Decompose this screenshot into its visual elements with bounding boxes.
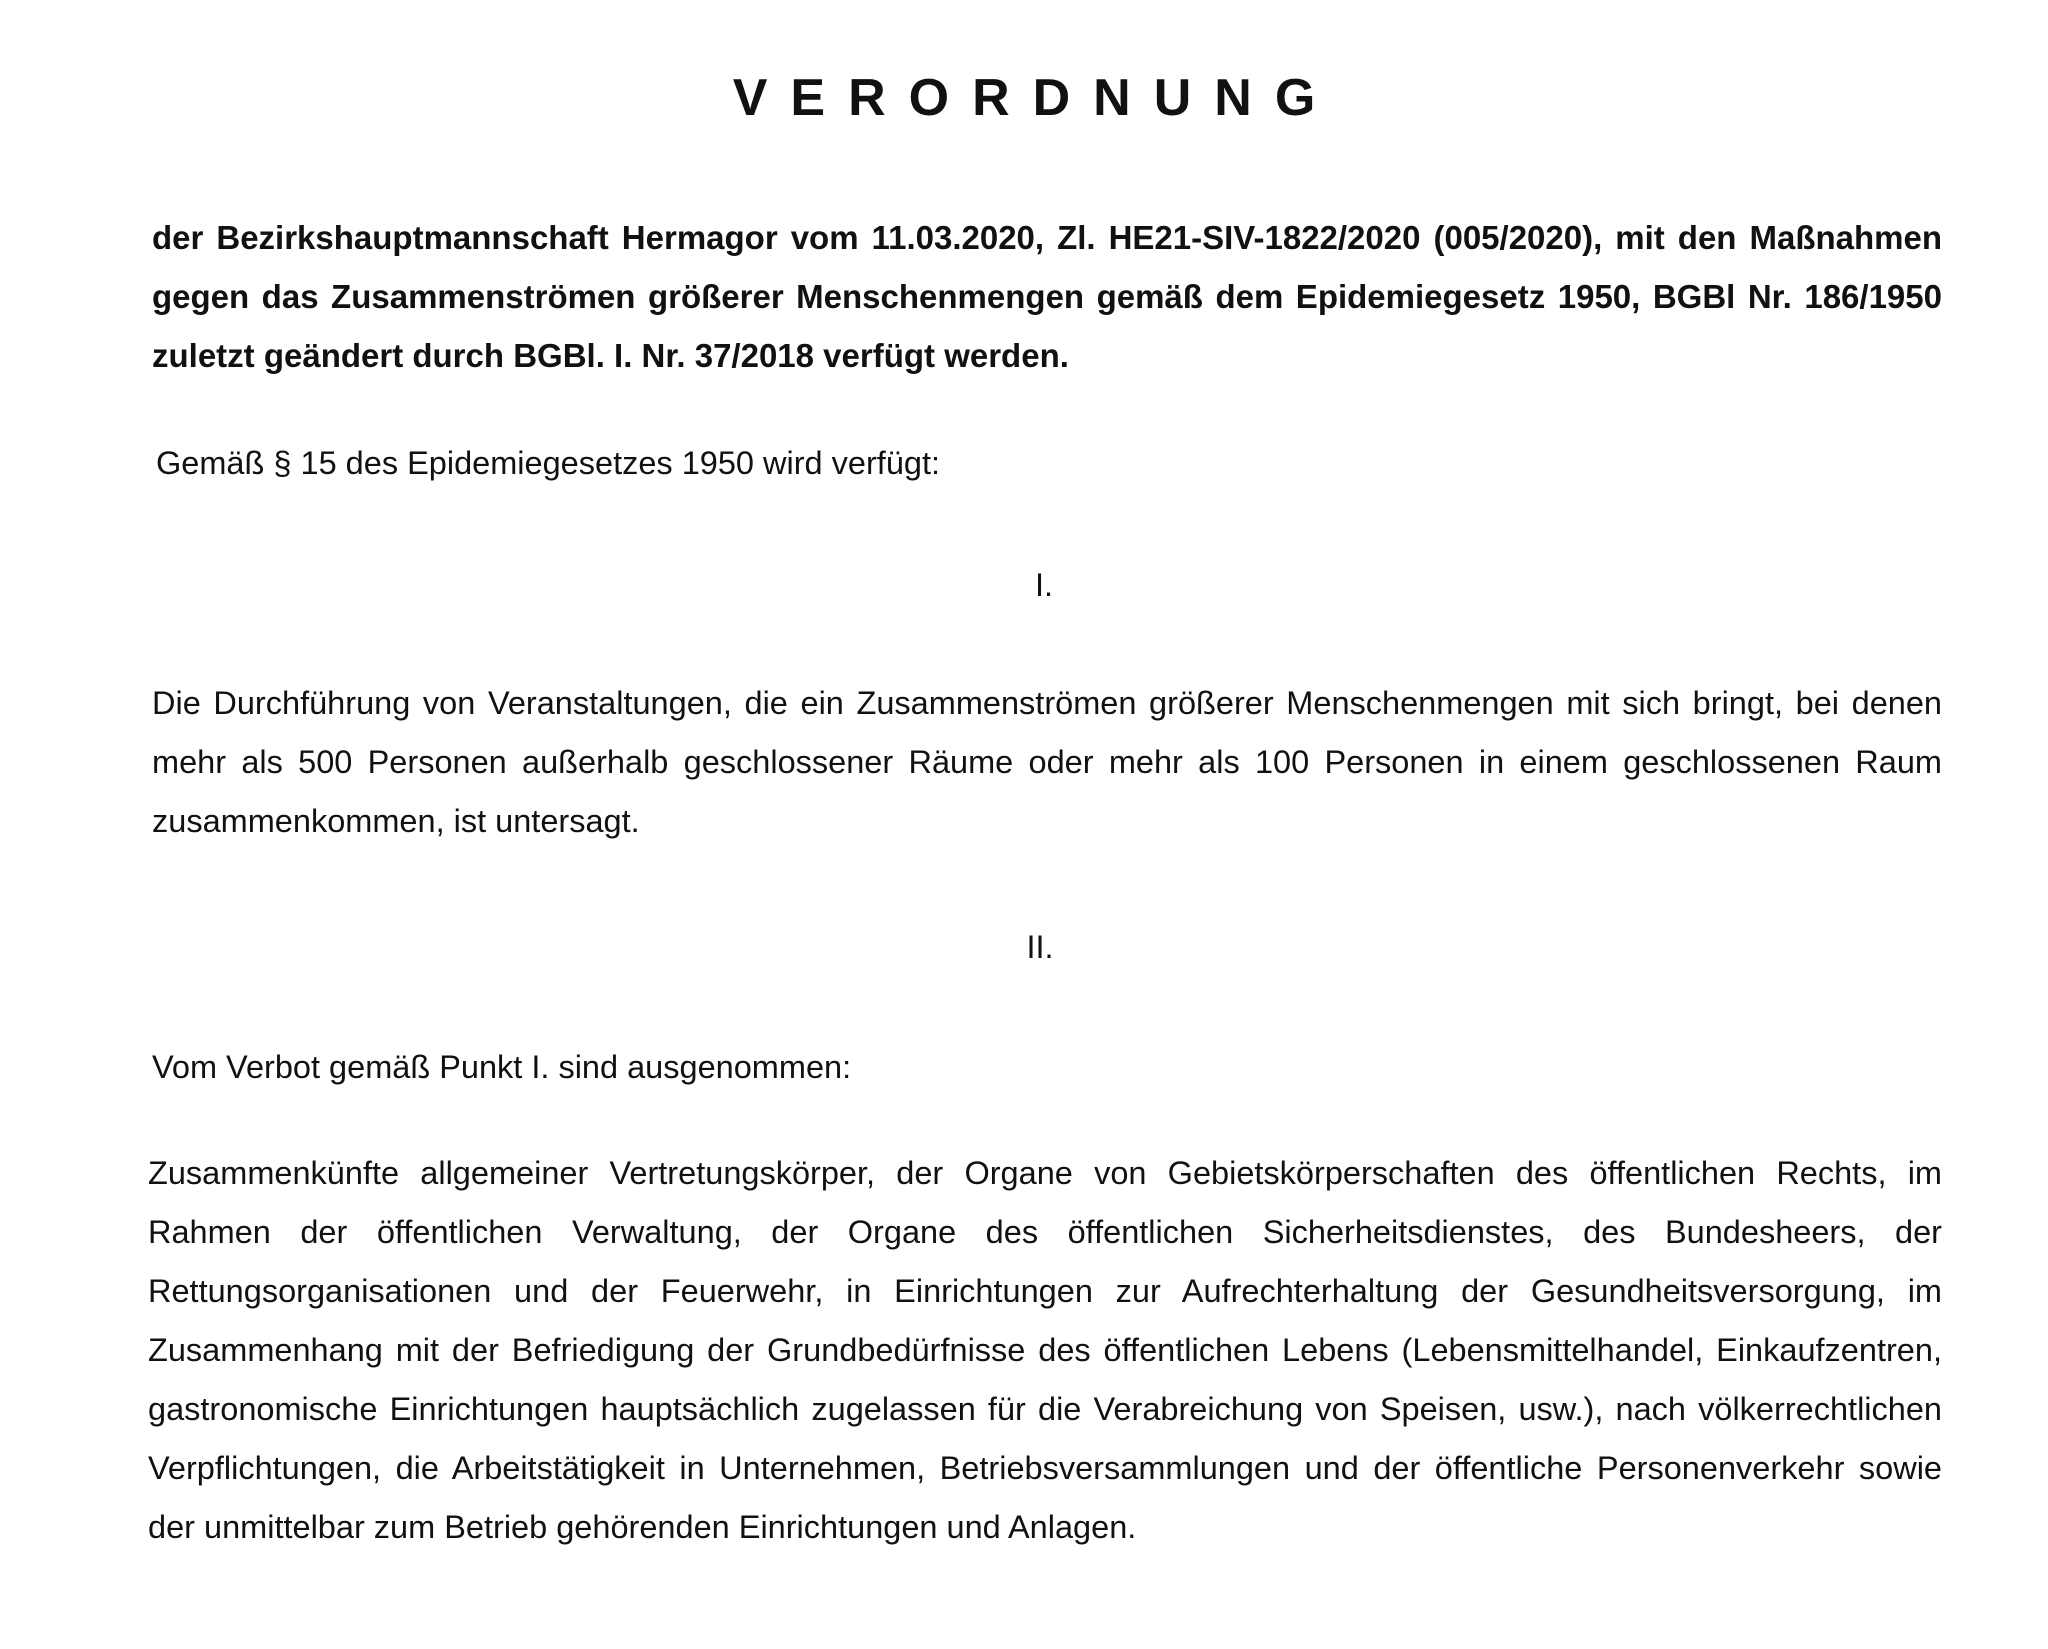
preamble-paragraph: Gemäß § 15 des Epidemiegesetzes 1950 wird verfügt: bbox=[156, 445, 941, 481]
intro-paragraph: der Bezirkshauptmannschaft Hermagor vom 11.03.2020, Zl. HE21-SIV-1822/2020 (005/2020), mit den Maßnahmen gegen das Zusammenströmen größerer Menschenmengen gemäß dem Epidemiegesetz 1950, BGBl Nr. 186/1950 zuletzt geändert durch BGBl. I. Nr. 37/2018 verfügt werden. bbox=[152, 219, 1942, 374]
document-title: VERORDNUNG bbox=[732, 69, 1339, 127]
section-2-numeral: II. bbox=[1026, 929, 1054, 965]
section-1-numeral: I. bbox=[1034, 567, 1054, 603]
section-2-intro: Vom Verbot gemäß Punkt I. sind ausgenommen: bbox=[152, 1049, 852, 1085]
section-2-paragraph: Zusammenkünfte allgemeiner Vertretungskörper, der Organe von Gebietskörperschaften des öffentlichen Rechts, im Rahmen der öffentlichen Verwaltung, der Organe des öffentlichen Sicherheitsdienstes, des Bundesheers, der Rettungsorganisationen und der Feuerwehr, in Einrichtungen zur Aufrechterhaltung der Gesundheitsversorgung, im Zusammenhang mit der Befriedigung der Grundbedürfnisse des öffentlichen Lebens (Lebensmittelhandel, Einkaufzentren, gastronomische Einrichtungen hauptsächlich zugelassen für die Verabreichung von Speisen, usw.), nach völkerrechtlichen Verpflichtungen, die Arbeitstätigkeit in Unternehmen, Betriebsversammlungen und der öffentliche Personenverkehr sowie der unmittelbar zum Betrieb gehörenden Einrichtungen und Anlagen. bbox=[148, 1155, 1942, 1545]
section-1-paragraph: Die Durchführung von Veranstaltungen, die ein Zusammenströmen größerer Menschenmengen mit sich bringt, bei denen mehr als 500 Personen außerhalb geschlossener Räume oder mehr als 100 Personen in einem geschlossenen Raum zusammenkommen, ist untersagt. bbox=[152, 685, 1942, 839]
